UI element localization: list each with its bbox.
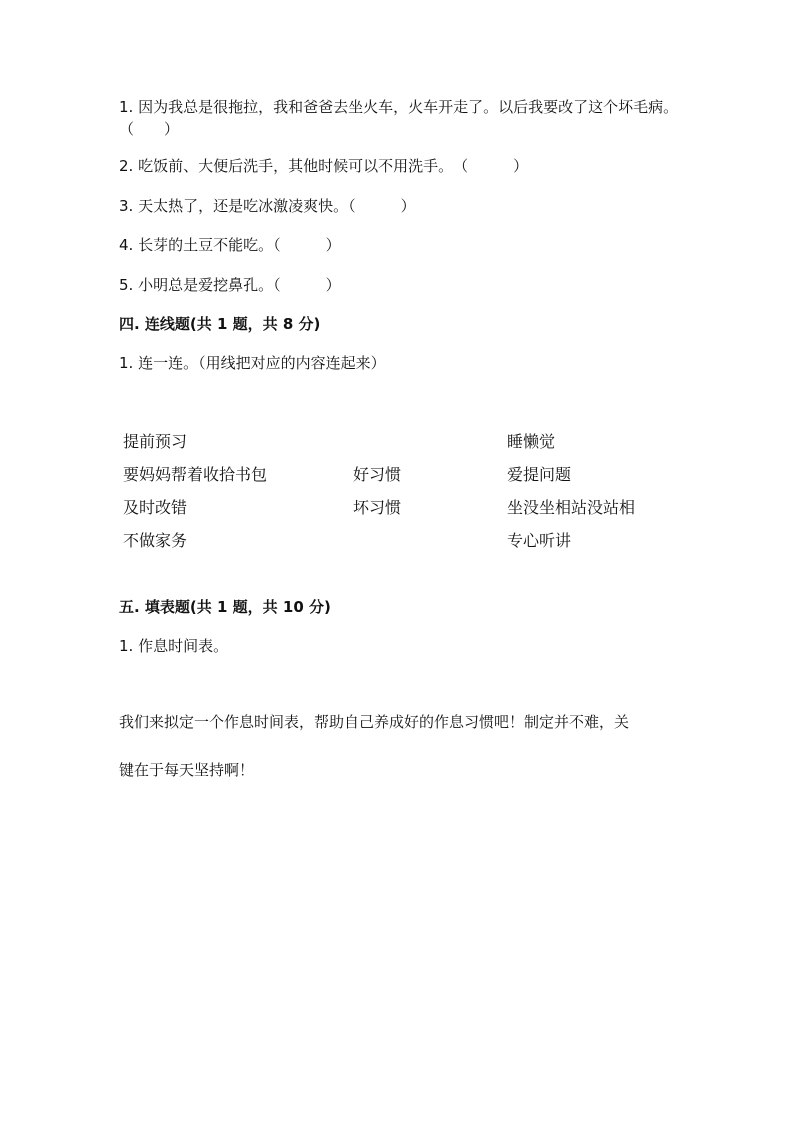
- matching-right-item[interactable]: 睡懒觉: [507, 432, 556, 451]
- matching-middle-item[interactable]: 好习惯: [353, 465, 402, 484]
- section-4-heading: 四. 连线题(共 1 题，共 8 分): [119, 315, 321, 333]
- judgement-item-3: 3. 天太热了，还是吃冰激凌爽快。（ ）: [119, 197, 416, 215]
- section-5-paragraph-line-2: 键在于每天坚持啊！: [119, 761, 255, 779]
- matching-left-item[interactable]: 及时改错: [123, 498, 188, 517]
- matching-left-item[interactable]: 不做家务: [123, 531, 188, 550]
- matching-left-item[interactable]: 要妈妈帮着收拾书包: [123, 465, 268, 484]
- section-5-heading: 五. 填表题(共 1 题，共 10 分): [119, 598, 331, 616]
- matching-right-item[interactable]: 爱提问题: [507, 465, 572, 484]
- section-4-question: 1. 连一连。（用线把对应的内容连起来）: [119, 354, 386, 372]
- matching-right-item[interactable]: 坐没坐相站没站相: [507, 498, 636, 517]
- judgement-item-1: 1. 因为我总是很拖拉，我和爸爸去坐火车，火车开走了。以后我要改了这个坏毛病。（ ）: [119, 98, 679, 138]
- matching-middle-item[interactable]: 坏习惯: [353, 498, 402, 517]
- judgement-item-4: 4. 长芽的土豆不能吃。（ ）: [119, 236, 341, 254]
- matching-right-item[interactable]: 专心听讲: [507, 531, 572, 550]
- matching-left-item[interactable]: 提前预习: [123, 432, 188, 451]
- judgement-item-5: 5. 小明总是爱挖鼻孔。（ ）: [119, 276, 341, 294]
- section-5-paragraph-line-1: 我们来拟定一个作息时间表，帮助自己养成好的作息习惯吧！制定并不难，关: [119, 713, 630, 731]
- section-5-question: 1. 作息时间表。: [119, 637, 229, 655]
- judgement-item-2: 2. 吃饭前、大便后洗手，其他时候可以不用洗手。 （ ）: [119, 157, 529, 175]
